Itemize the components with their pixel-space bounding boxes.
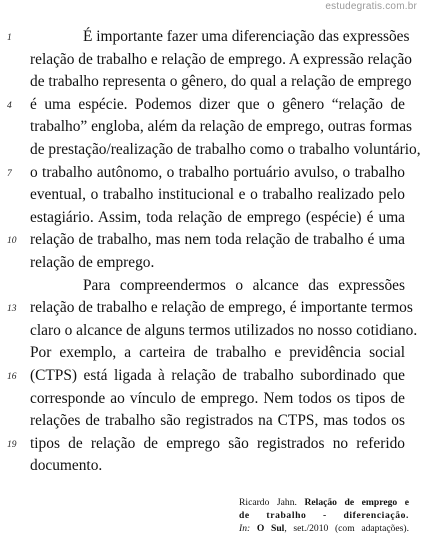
text-line <box>30 388 405 411</box>
line-text: relação de trabalho e relação de emprego. A expressão relação <box>30 50 412 68</box>
line-text: relação de trabalho, mas nem toda relação de trabalho é uma <box>30 231 405 249</box>
line-text: Por exemplo, a carteira de trabalho e previdência social <box>30 344 405 362</box>
citation-source: O Sul <box>256 523 285 534</box>
article-text <box>7 26 421 478</box>
line-number: 13 <box>7 304 17 315</box>
citation-line-1 <box>239 496 409 509</box>
text-line <box>30 410 405 433</box>
text-line <box>30 320 418 343</box>
text-line <box>30 275 405 298</box>
line-text: de trabalho representa o gênero, do qual a relação de emprego <box>30 73 412 91</box>
line-number: 19 <box>7 439 17 450</box>
citation <box>239 496 409 535</box>
line-text: relação de trabalho e relação de emprego, é importante termos <box>30 299 413 317</box>
line-number: 7 <box>7 168 12 179</box>
line-text: Para compreendermos o alcance das expressões <box>83 276 405 294</box>
line-text: trabalho” engloba, além da relação de emprego, outras formas <box>30 118 413 136</box>
line-text: documento. <box>30 457 103 475</box>
line-text: o trabalho autônomo, o trabalho portuário avulso, o trabalho <box>30 163 405 181</box>
citation-author: Ricardo Jahn. <box>239 497 297 508</box>
text-line <box>7 26 410 49</box>
line-number: 16 <box>7 371 17 382</box>
line-text: estagiário. Assim, toda relação de emprego (espécie) é uma <box>30 208 405 226</box>
text-line <box>30 455 405 478</box>
citation-in-label: In: <box>239 523 251 534</box>
text-line <box>7 433 405 456</box>
line-text: de prestação/realização de trabalho como o trabalho voluntário, <box>30 140 421 158</box>
line-text: corresponde ao vínculo de emprego. Nem todos os tipos de <box>30 389 405 407</box>
line-text: eventual, o trabalho institucional e o trabalho realizado pelo <box>30 186 405 204</box>
text-line <box>30 342 405 365</box>
line-text: É importante fazer uma diferenciação das expressões <box>83 28 410 45</box>
line-text: claro o alcance de alguns termos utilizados no nosso cotidiano. <box>30 321 418 339</box>
text-line <box>30 49 412 72</box>
line-number: 4 <box>7 100 12 111</box>
text-line <box>7 365 405 388</box>
text-line <box>30 71 412 94</box>
citation-line-2 <box>239 509 409 522</box>
text-line <box>7 297 413 320</box>
line-text: relações de trabalho são registrados na CTPS, mas todos os <box>30 412 405 430</box>
line-text: é uma espécie. Podemos dizer que o gênero “relação de <box>30 95 405 113</box>
citation-title-part2: de trabalho - diferenciação. <box>239 510 409 521</box>
citation-date: , set./2010 (com adaptações). <box>284 523 410 534</box>
line-text: (CTPS) está ligada à relação de trabalho subordinado que <box>30 366 405 384</box>
line-text: relação de emprego. <box>30 253 155 271</box>
text-line <box>30 139 421 162</box>
text-line <box>7 162 405 185</box>
site-watermark: estudegratis.com.br <box>325 1 417 12</box>
citation-title-part1: Relação de emprego e <box>304 497 409 508</box>
citation-line-3 <box>239 522 409 535</box>
line-number: 10 <box>7 236 17 247</box>
text-line <box>30 207 405 230</box>
text-line <box>30 116 413 139</box>
line-number: 1 <box>7 33 12 43</box>
line-text: tipos de relação de emprego são registrados no referido <box>30 434 405 452</box>
text-line <box>7 229 405 252</box>
text-line <box>30 252 405 275</box>
text-line <box>30 184 405 207</box>
text-line <box>7 94 405 117</box>
